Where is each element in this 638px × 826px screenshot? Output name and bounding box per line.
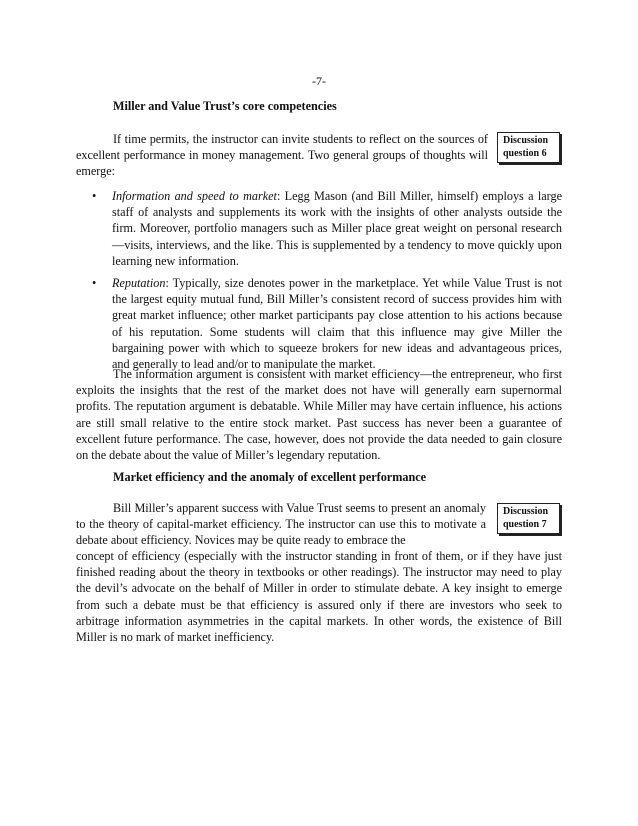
bullet-text: : Legg Mason (and Bill Miller, himself) employs a large staff of analysts and supplements its work with the insights of other analysts outside the firm. Moreover, portfolio managers such as Miller place great weight on personal research—visits, interviews, and the like. This is supplemented by a tendency to move quickly upon learning new information. bbox=[112, 189, 562, 268]
bullet-marker: • bbox=[92, 276, 97, 291]
callout-label: Discussion bbox=[503, 506, 549, 517]
intro-paragraph: If time permits, the instructor can invite students to reflect on the sources of excellent performance in money management. Two general groups of thoughts will emerge: bbox=[76, 132, 488, 179]
discussion-question-6-callout bbox=[497, 132, 560, 163]
bullet-text: : Typically, size denotes power in the marketplace. Yet while Value Trust is not the largest equity mutual fund, Bill Miller’s consistent record of success provides him with great market influence; other market participants pay close attention to his actions because of his reputation. Some students will claim that this influence may give Miller the bargaining power with which to squeeze brokers for new ideas and advantageous prices, and generally to lead and/or to manipulate the market. bbox=[112, 276, 562, 372]
market-efficiency-intro-paragraph: Bill Miller’s apparent success with Value Trust seems to present an anomaly to the theory of capital-market efficiency. The instructor can use this to motivate a debate about efficiency. Novices may be quite ready to embrace the bbox=[76, 501, 486, 548]
competency-bullet-list bbox=[76, 188, 562, 372]
bullet-term: Reputation bbox=[112, 276, 166, 291]
bullet-term: Information and speed to market bbox=[112, 189, 277, 203]
bullet-item-reputation bbox=[76, 275, 562, 372]
callout-number: question 7 bbox=[503, 518, 547, 530]
callout-label: Discussion bbox=[503, 135, 549, 146]
section-heading-market-efficiency: Market efficiency and the anomaly of excellent performance bbox=[113, 470, 427, 484]
discussion-question-7-callout bbox=[497, 503, 560, 534]
callout-number: question 6 bbox=[503, 147, 547, 159]
market-efficiency-continuation-paragraph: concept of efficiency (especially with the instructor standing in front of them, or if they have just finished reading about the theory in textbooks or other readings). The instructor may need to play the devil’s advocate on the behalf of Miller in order to stimulate debate. A key insight to emerge from such a debate must be that efficiency is assured only if there are investors who seek to arbitrage information asymmetries in the capital markets. In other words, the existence of Bill Miller is no mark of market inefficiency. bbox=[76, 549, 562, 645]
bullet-marker: • bbox=[92, 189, 97, 203]
bullet-item-information bbox=[76, 188, 562, 269]
page-number: -7- bbox=[312, 74, 326, 88]
section-heading-core-competencies: Miller and Value Trust’s core competencies bbox=[113, 99, 337, 113]
conclusion-paragraph: The information argument is consistent with market efficiency—the entrepreneur, who first exploits the insights that the rest of the market does not have will generally earn supernormal profits. The reputation argument is debatable. While Miller may have certain influence, his actions are still small relative to the entire stock market. Past success has never been a guarantee of excellent future performance. The case, however, does not provide the data needed to gain closure on the debate about the value of Miller’s legendary reputation. bbox=[76, 367, 562, 463]
